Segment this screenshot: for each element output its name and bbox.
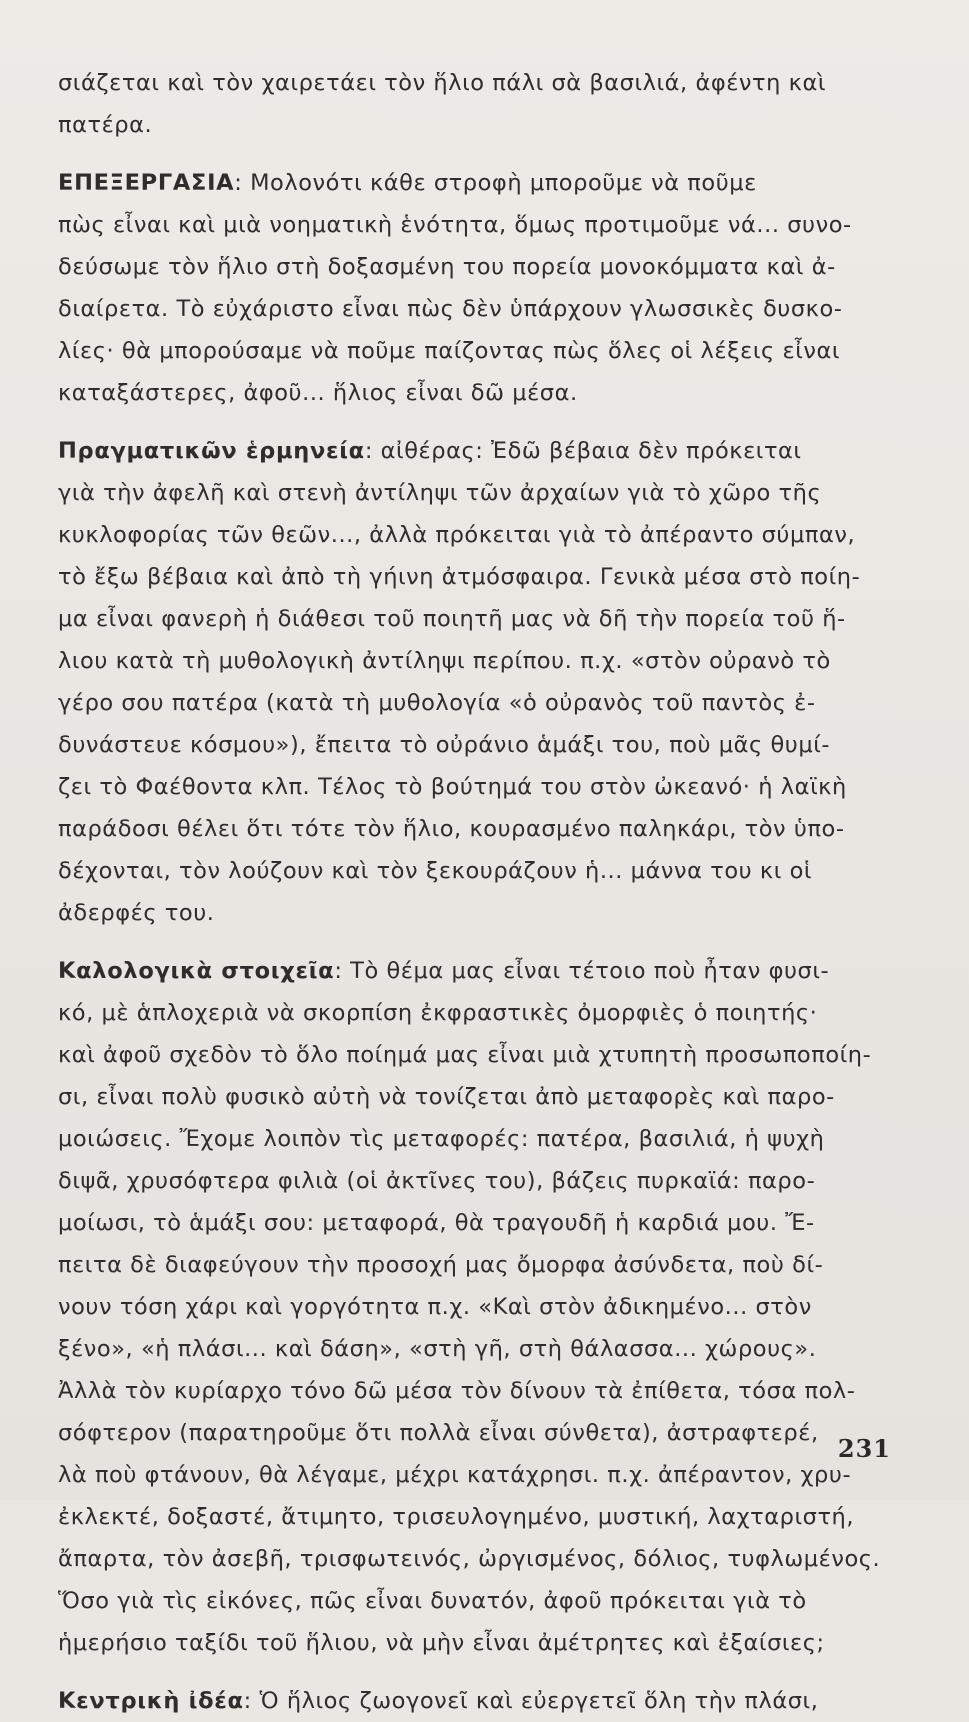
paragraph-epexergasia [58,162,897,414]
text-run: : αἰθέρας: Ἐδῶ βέβαια δὲν πρόκειται [364,438,802,464]
text-line: ἄπαρτα, τὸν ἀσεβῆ, τρισφωτεινός, ὠργισμένος, δόλιος, τυφλωμένος. [58,1546,881,1572]
paragraph-kentriki-idea [58,1680,897,1722]
section-heading: Κεντρικὴ ἰδέα [58,1688,244,1714]
text-line-with-heading [58,430,897,472]
text-line: λίες· θὰ μπορούσαμε νὰ ποῦμε παίζοντας πὼς ὅλες οἱ λέξεις εἶναι [58,338,841,364]
text-line-with-heading [58,1680,897,1722]
text-line: πὼς εἶναι καὶ μιὰ νοηματικὴ ἑνότητα, ὅμως προτιμοῦμε νά... συνο- [58,212,852,238]
text-run: : Μολονότι κάθε στροφὴ μποροῦμε νὰ ποῦμε [234,170,757,196]
text-line: ζει τὸ Φαέθοντα κλπ. Τέλος τὸ βούτημά του στὸν ὠκεανό· ἡ λαϊκὴ [58,774,847,800]
text-line: τὸ ἔξω βέβαια καὶ ἀπὸ τὴ γήινη ἀτμόσφαιρα. Γενικὰ μέσα στὸ ποίη- [58,564,861,590]
text-line: κυκλοφορίας τῶν θεῶν..., ἀλλὰ πρόκειται γιὰ τὸ ἀπέραντο σύμπαν, [58,522,856,548]
text-line: ξένο», «ἡ πλάσι... καὶ δάση», «στὴ γῆ, στὴ θάλασσα... χώρους». [58,1336,817,1362]
text-line: σιάζεται καὶ τὸν χαιρετάει τὸν ἥλιο πάλι σὰ βασιλιά, ἀφέντη καὶ [58,70,827,96]
text-line: δέχονται, τὸν λούζουν καὶ τὸν ξεκουράζουν ἡ... μάννα του κι οἱ [58,858,813,884]
text-line: μοίωσι, τὸ ἁμάξι σου: μεταφορά, θὰ τραγουδῆ ἡ καρδιά μου. Ἔ- [58,1210,815,1236]
text-line: νουν τόση χάρι καὶ γοργότητα π.χ. «Καὶ στὸν ἀδικημένο... στὸν [58,1294,812,1320]
text-line: πατέρα. [58,112,153,138]
text-line: σόφτερον (παρατηροῦμε ὅτι πολλὰ εἶναι σύνθετα), ἀστραφτερέ, [58,1420,819,1446]
text-line: διαίρετα. Τὸ εὐχάριστο εἶναι πὼς δὲν ὑπάρχουν γλωσσικὲς δυσκο- [58,296,843,322]
text-line: σι, εἶναι πολὺ φυσικὸ αὐτὴ νὰ τονίζεται ἀπὸ μεταφορὲς καὶ παρο- [58,1084,835,1110]
paragraph-kalologika-stoixeia [58,950,897,1664]
text-line: λιου κατὰ τὴ μυθολογικὴ ἀντίληψι περίπου. π.χ. «στὸν οὐρανὸ τὸ [58,648,831,674]
section-heading: ΕΠΕΞΕΡΓΑΣΙΑ [58,170,235,196]
text-line: μοιώσεις. Ἔχομε λοιπὸν τὶς μεταφορές: πατέρα, βασιλιά, ἡ ψυχὴ [58,1126,825,1152]
text-line: Ὅσο γιὰ τὶς εἰκόνες, πῶς εἶναι δυνατόν, ἀφοῦ πρόκειται γιὰ τὸ [58,1588,807,1614]
text-line: ἡμερήσιο ταξίδι τοῦ ἥλιου, νὰ μὴν εἶναι ἀμέτρητες καὶ ἐξαίσιες; [58,1630,825,1656]
text-line-with-heading [58,162,897,204]
text-line: καὶ ἀφοῦ σχεδὸν τὸ ὅλο ποίημά μας εἶναι μιὰ χτυπητὴ προσωποποίη- [58,1042,872,1068]
text-line: γιὰ τὴν ἀφελῆ καὶ στενὴ ἀντίληψι τῶν ἀρχαίων γιὰ τὸ χῶρο τῆς [58,480,822,506]
text-line: διψᾶ, χρυσόφτερα φιλιὰ (οἱ ἀκτῖνες του), βάζεις πυρκαϊά: παρο- [58,1168,816,1194]
text-line: παράδοσι θέλει ὅτι τότε τὸν ἥλιο, κουρασμένο παληκάρι, τὸν ὑπο- [58,816,845,842]
text-line: πειτα δὲ διαφεύγουν τὴν προσοχή μας ὄμορφα ἀσύνδετα, ποὺ δί- [58,1252,824,1278]
text-line: δεύσωμε τὸν ἥλιο στὴ δοξασμένη του πορεία μονοκόμματα καὶ ἀ- [58,254,836,280]
text-line-with-heading [58,950,897,992]
section-heading: Καλολογικὰ στοιχεῖα [58,958,335,984]
paragraph-continuation [58,62,897,146]
text-line: Ἀλλὰ τὸν κυρίαρχο τόνο δῶ μέσα τὸν δίνουν τὰ ἐπίθετα, τόσα πολ- [58,1378,856,1404]
text-line: μα εἶναι φανερὴ ἡ διάθεσι τοῦ ποιητῆ μας νὰ δῆ τὴν πορεία τοῦ ἥ- [58,606,846,632]
text-line: δυνάστευε κόσμου»), ἔπειτα τὸ οὐράνιο ἁμάξι του, ποὺ μᾶς θυμί- [58,732,831,758]
section-heading: Πραγματικῶν ἑρμηνεία [58,438,365,464]
text-line: καταξάστερες, ἀφοῦ... ἥλιος εἶναι δῶ μέσα. [58,380,578,406]
page-number: 231 [837,1434,891,1463]
text-line: λὰ ποὺ φτάνουν, θὰ λέγαμε, μέχρι κατάχρησι. π.χ. ἀπέραντον, χρυ- [58,1462,852,1488]
text-line: ἐκλεκτέ, δοξαστέ, ἄτιμητο, τρισευλογημένο, μυστική, λαχταριστή, [58,1504,855,1530]
text-line: κό, μὲ ἁπλοχεριὰ νὰ σκορπίση ἐκφραστικὲς ὀμορφιὲς ὁ ποιητής· [58,1000,818,1026]
text-line: γέρο σου πατέρα (κατὰ τὴ μυθολογία «ὁ οὐρανὸς τοῦ παντὸς ἐ- [58,690,816,716]
text-run: : Τὸ θέμα μας εἶναι τέτοιο ποὺ ἦταν φυσι- [334,958,830,984]
text-run: : Ὁ ἥλιος ζωογονεῖ καὶ εὐεργετεῖ ὅλη τὴν πλάσι, [243,1688,819,1714]
paragraph-pragmatikon-ermineia [58,430,897,934]
text-line: ἀδερφές του. [58,900,215,926]
